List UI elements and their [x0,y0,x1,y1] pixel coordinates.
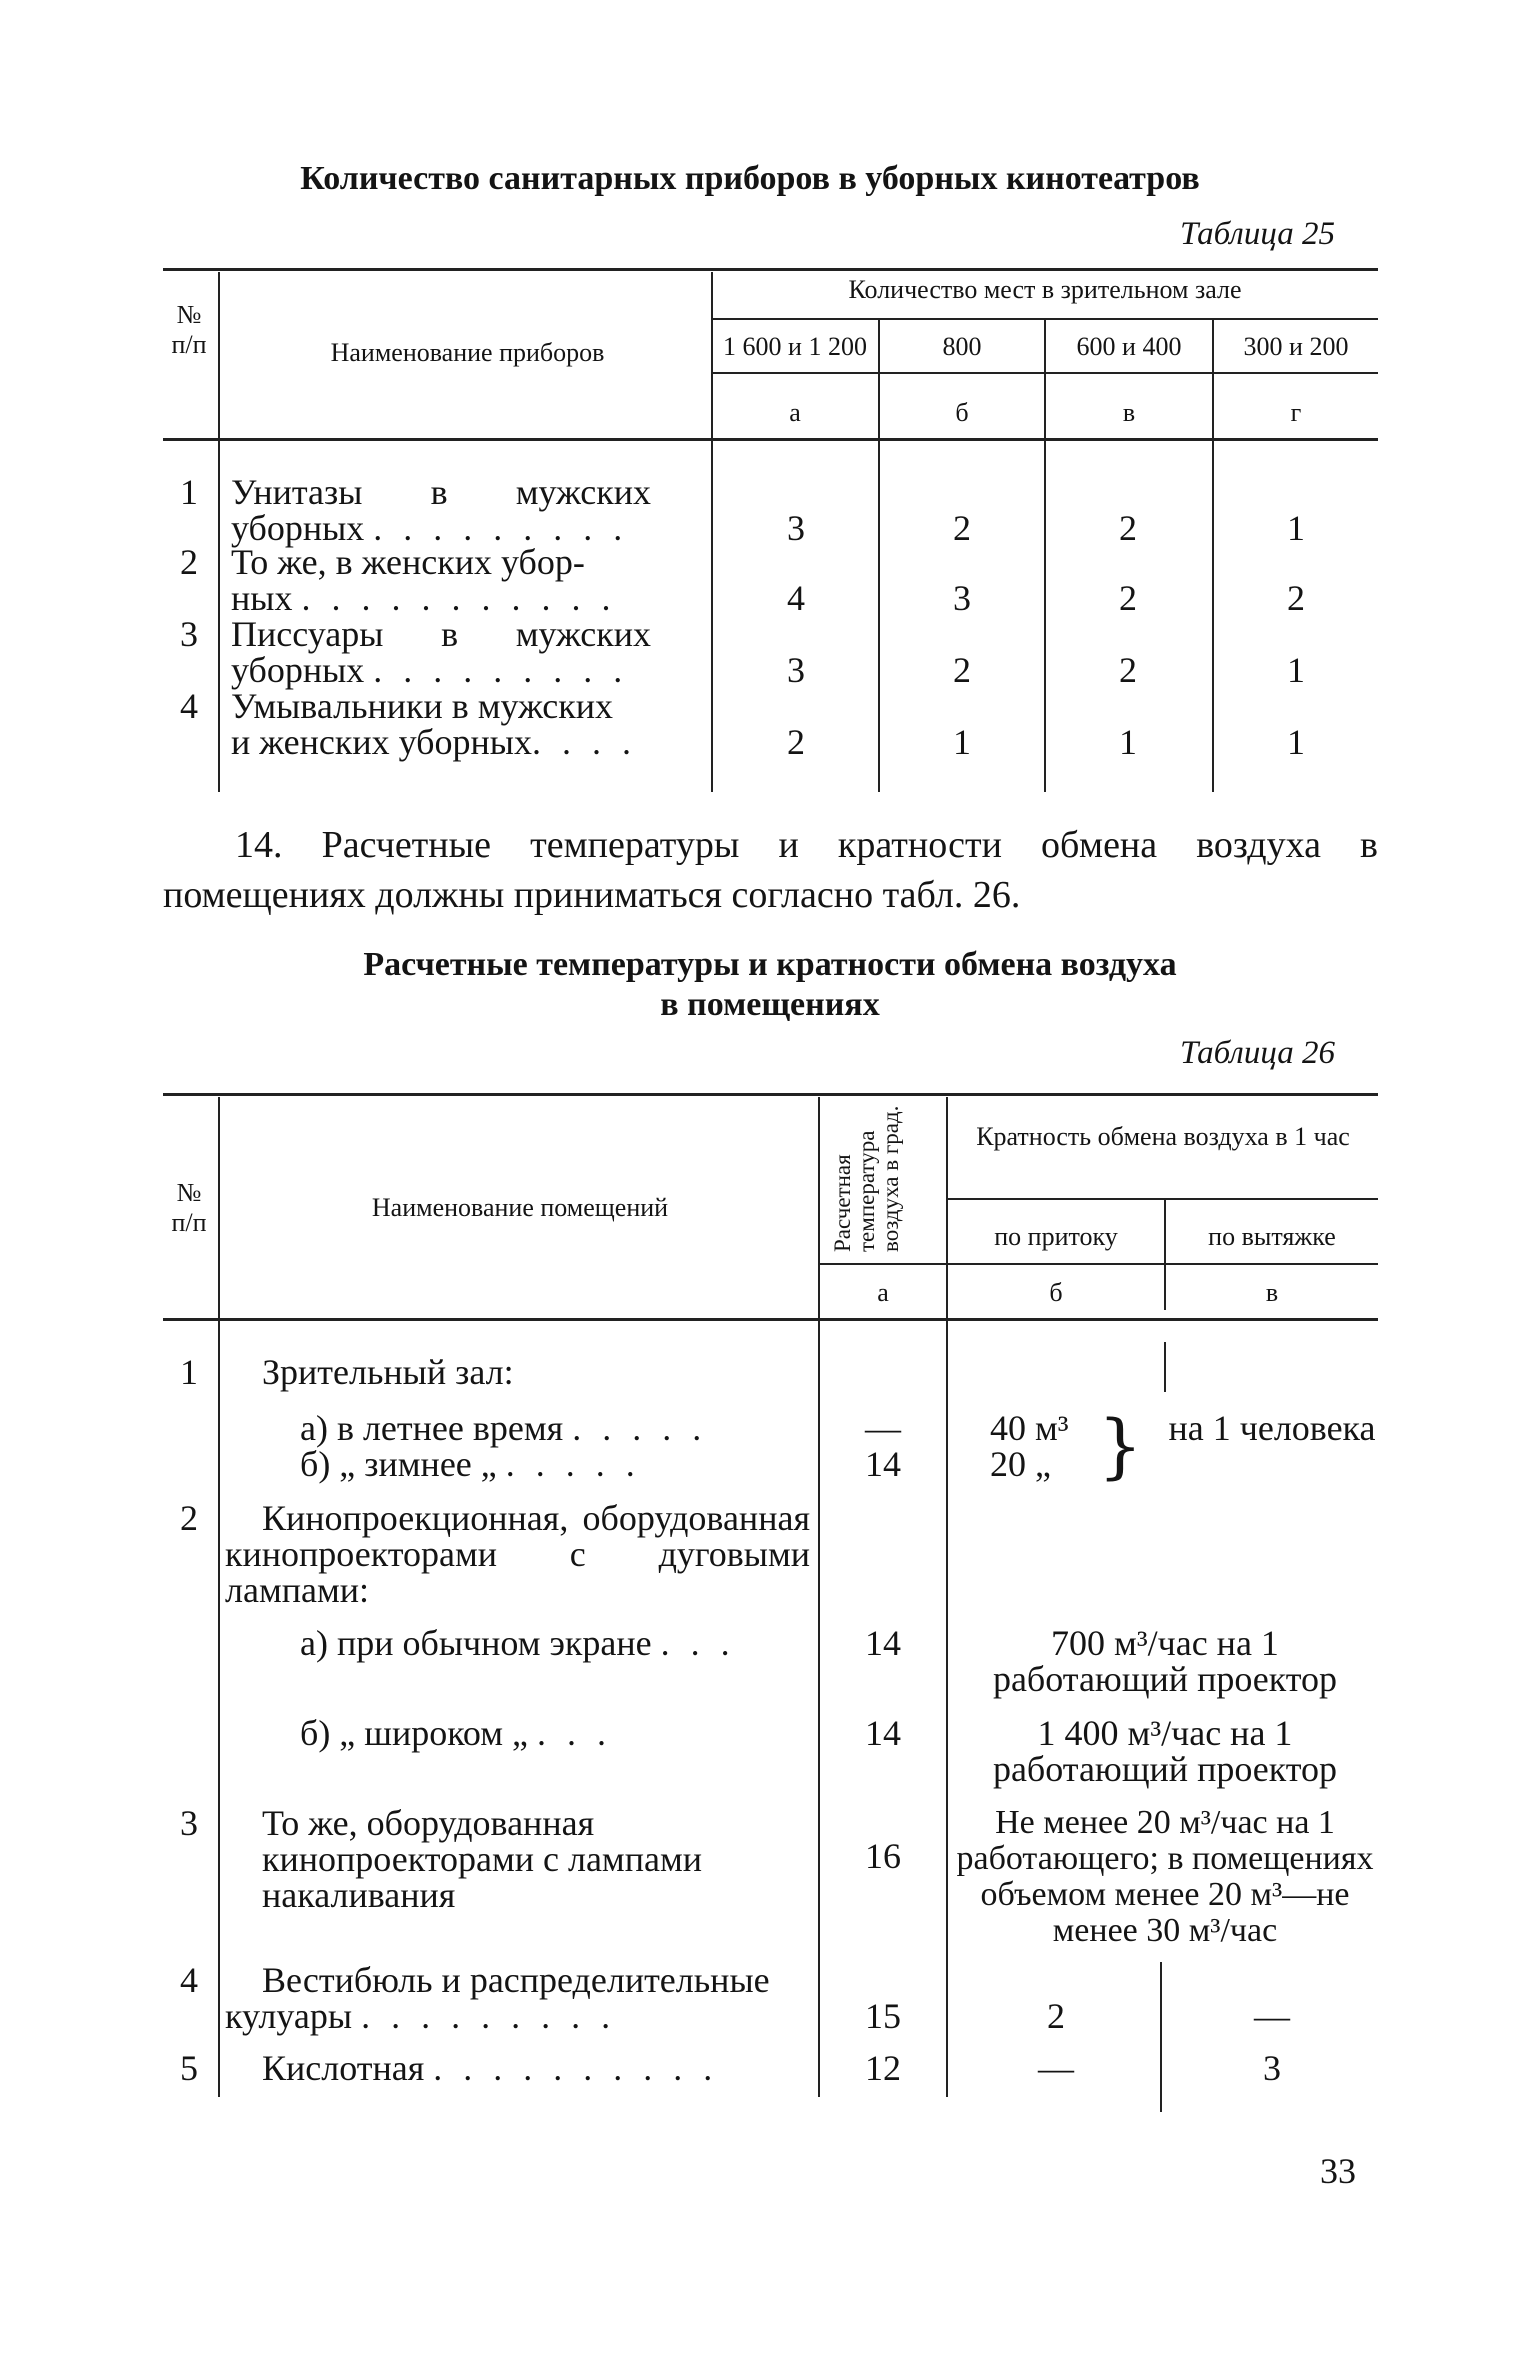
table25-letter-v: в [1122,398,1136,427]
table26-row2b-val: 1 400 м³/час на 1 работающий проектор [992,1713,1338,1789]
table26-row4-in: 2 [1047,1996,1065,2036]
table26-header-rule [163,1318,1378,1321]
table25-vline-4 [1044,320,1046,792]
table26-sub-rule [818,1263,1378,1265]
table26-row4-divider [1160,1962,1162,2112]
table25-col-num: № п/п [171,300,207,359]
table25-vline-3 [878,320,880,792]
table26-row1-out: на 1 человека [1168,1408,1376,1448]
table25-row3-a: 3 [787,650,805,690]
table25-row4-name: Умывальники в мужских [231,686,614,726]
table26-col-name: Наименование помещений [371,1193,669,1222]
table26-vline-1 [218,1097,220,2097]
table26-row1b-name: б) „ зимнее „ . . . . . [300,1444,641,1484]
table26-row2b-name: б) „ широком „ . . . [300,1713,613,1753]
table25-letter-a: а [789,398,801,427]
table26-col-temp: Расчетная температура воздуха в град. [830,1105,903,1252]
table25-letter-g: г [1290,398,1302,427]
table26-col-temp-wrap [826,1102,946,1260]
table26-row2a-temp: 14 [865,1623,901,1663]
table25-row3-num: 3 [180,614,198,654]
table26-caption: Таблица 26 [1180,1035,1335,1071]
table26-row1a-temp: — [865,1408,901,1448]
table25-row1-a: 3 [787,508,805,548]
table25-row2-name: То же, в женских убор- [231,542,585,582]
table25-row2-name2: ных . . . . . . . . . . . [231,578,617,618]
table25-sub-2: 800 [942,332,982,361]
table26-col-group: Кратность обмена воздуха в 1 час [976,1122,1350,1151]
table26-col-num: № п/п [171,1178,207,1237]
table25-row3-name2: уборных . . . . . . . . . [231,650,629,690]
page-number: 33 [1320,2151,1356,2191]
table26-row2a-name: а) при обычном экране . . . [300,1623,736,1663]
table26-row5-temp: 12 [865,2048,901,2088]
table26-row3-name: То же, оборудованная кинопроекторами с лампами накаливания [262,1803,702,1915]
table26-row2-name: Кинопроекционная, оборудованная кинопроекторами с дуговыми лампами: [225,1498,810,1610]
table25-row4-num: 4 [180,686,198,726]
table25-top-rule [163,268,1378,271]
table26-row5-name: Кислотная . . . . . . . . . . [262,2048,719,2088]
table25-row2-b: 3 [953,578,971,618]
table26-row3-temp: 16 [865,1836,901,1876]
table25-row2-v: 2 [1119,578,1137,618]
table26-top-rule [163,1093,1378,1096]
table26-row1a-name: а) в летнее время . . . . . [300,1408,708,1448]
table26-row1b-temp: 14 [865,1444,901,1484]
table25-row2-g: 2 [1287,578,1305,618]
table26-row5-num: 5 [180,2048,198,2088]
table25-vline-1 [218,272,220,792]
table25-row3-v: 2 [1119,650,1137,690]
table25-row3-g: 1 [1287,650,1305,690]
table26-row5-out: 3 [1263,2048,1281,2088]
table26-row2b-temp: 14 [865,1713,901,1753]
table26-row1b-in: 20 „ [990,1444,1051,1484]
table26-row3-num: 3 [180,1803,198,1843]
table26-row4-out: — [1254,1996,1290,2036]
table26-row4-temp: 15 [865,1996,901,2036]
table26-vline-2 [818,1097,820,2097]
table25-row3-name: Писсуары в мужских [231,614,651,654]
table26-row1-num: 1 [180,1352,198,1392]
table25-row1-g: 1 [1287,508,1305,548]
table25-col-name: Наименование приборов [330,338,605,367]
paragraph-14: 14. Расчетные температуры и кратности обмена воздуха в помещениях должны приниматься согласно табл. 26. [163,824,1378,916]
table26-col-out: по вытяжке [1208,1222,1336,1251]
table25-row3-b: 2 [953,650,971,690]
table25-caption: Таблица 25 [1180,216,1335,252]
table26-row5-in: — [1038,2048,1074,2088]
table25-header-rule [163,438,1378,441]
table25-vline-5 [1212,320,1214,792]
table26-row2a-val: 700 м³/час на 1 работающий проектор [992,1623,1338,1699]
table25-row4-a: 2 [787,722,805,762]
table26-title [160,945,1380,1025]
table26-row2-num: 2 [180,1498,198,1538]
table25-row1-num: 1 [180,472,198,512]
table26-row1a-in: 40 м³ [990,1408,1069,1448]
table25-row4-name2: и женских уборных. . . . [231,722,637,762]
table25-row4-g: 1 [1287,722,1305,762]
table25-row1-name: Унитазы в мужских [231,472,651,512]
table26-group-rule [948,1198,1378,1200]
table26-row3-val: Не менее 20 м³/час на 1 работающего; в помещениях объемом менее 20 м³—не менее 30 м³/час [956,1804,1374,1949]
table26-row1-divider [1164,1342,1166,1392]
table25-row2-num: 2 [180,542,198,582]
table26-row1-brace: } [1098,1405,1143,1487]
table26-letter-v: в [1265,1278,1279,1307]
table26-title-line2: в помещениях [660,986,880,1023]
table25-sub-1: 1 600 и 1 200 [723,332,867,361]
table26-title-line1: Расчетные температуры и кратности обмена воздуха [363,946,1177,983]
table25-sub-3: 600 и 400 [1076,332,1182,361]
table25-row4-b: 1 [953,722,971,762]
table26-row4-name: Вестибюль и распределительные кулуары . . . . . . . . . [225,1960,770,2036]
table25-col-group: Количество мест в зрительном зале [848,275,1242,304]
table25-row1-b: 2 [953,508,971,548]
table26-letter-a: а [877,1278,889,1307]
table25-sub-4: 300 и 200 [1243,332,1349,361]
table26-letter-b: б [1049,1278,1063,1307]
table25-row1-v: 2 [1119,508,1137,548]
table26-row4-num: 4 [180,1960,198,2000]
table25-row2-a: 4 [787,578,805,618]
table25-title: Количество санитарных приборов в уборных кинотеатров [300,160,1200,197]
table25-row1-name2: уборных . . . . . . . . . [231,508,629,548]
table26-col-in: по притоку [994,1222,1118,1251]
table25-letter-b: б [955,398,969,427]
table26-row1-name: Зрительный зал: [262,1352,514,1392]
table25-row4-v: 1 [1119,722,1137,762]
